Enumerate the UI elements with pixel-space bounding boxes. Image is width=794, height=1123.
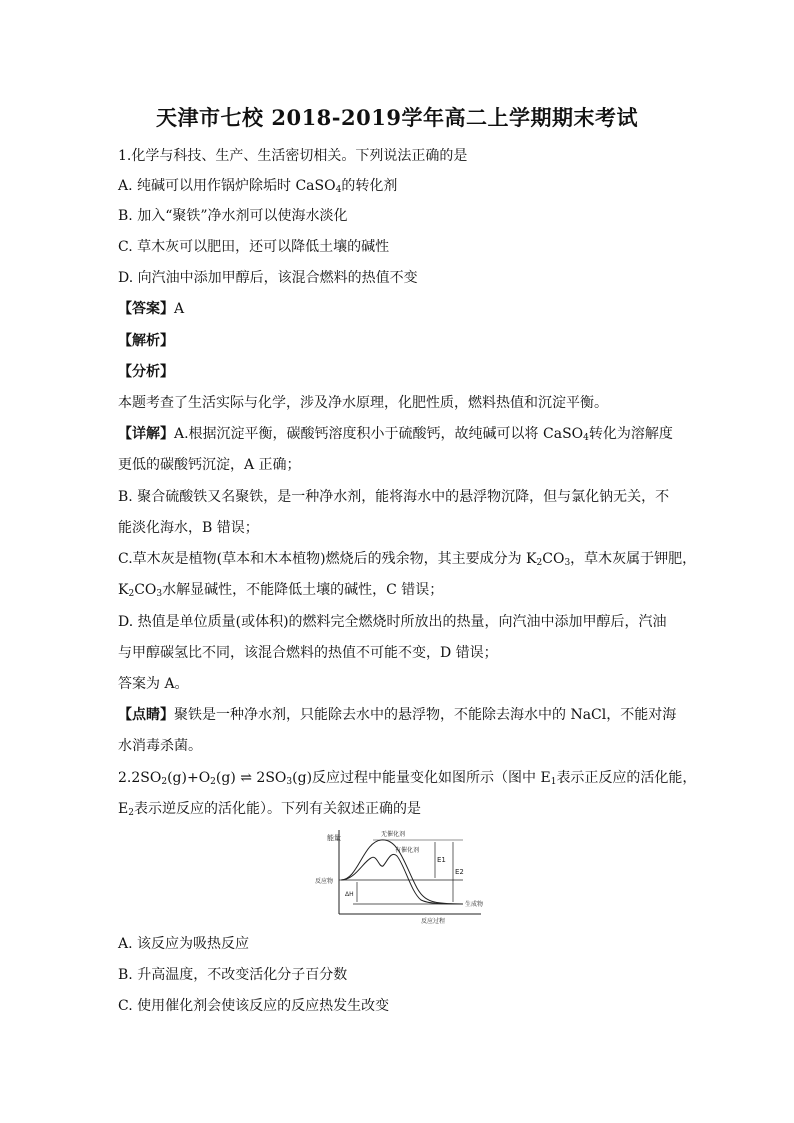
y-axis-label: 能量 (327, 834, 341, 842)
reactant-label: 反应物 (315, 878, 334, 885)
q1-fenxi-text: 本题考查了生活实际与化学，涉及净水原理，化肥性质，燃料热值和沉淀平衡。 (118, 395, 608, 411)
x-axis-label: 反应过程 (421, 918, 446, 925)
e2-label: E2 (455, 868, 464, 876)
q1-detail-a-line1: 【详解】A.根据沉淀平衡，碳酸钙溶度积小于硫酸钙，故纯碱可以将 CaSO$_4$转化为溶解度 (118, 426, 673, 443)
q1-conclusion: 答案为 A。 (118, 676, 189, 692)
q1-option-c: C. 草木灰可以肥田，还可以降低土壤的碱性 (118, 239, 390, 255)
q1-detail-d-line2: 与甲醇碳氢比不同，该混合燃料的热值不可能不变，D 错误； (118, 645, 498, 661)
q1-dianjing-line2: 水消毒杀菌。 (118, 738, 202, 754)
q1-answer: 【答案】A (118, 301, 185, 317)
dh-label: ΔH (345, 891, 354, 898)
q1-fenxi-label: 【分析】 (118, 364, 174, 380)
q1-option-b: B. 加入“聚铁”净水剂可以使海水淡化 (118, 208, 348, 224)
q1-detail-c-line1: C.草木灰是植物(草本和木本植物)燃烧后的残余物，其主要成分为 $K_2CO_3$，草木灰属于钾肥， (118, 551, 697, 568)
q2-option-c: C. 使用催化剂会使该反应的反应热发生改变 (118, 998, 390, 1014)
q1-stem: 1.化学与科技、生产、生活密切相关。下列说法正确的是 (118, 148, 468, 164)
q1-option-a: A. 纯碱可以用作锅炉除垢时 CaSO$_4$的转化剂 (118, 178, 398, 195)
energy-diagram-svg (313, 826, 493, 926)
q1-detail-a-line2: 更低的碳酸钙沉淀，A 正确； (118, 457, 301, 473)
q2-option-b: B. 升高温度，不改变活化分子百分数 (118, 967, 348, 983)
q1-option-d: D. 向汽油中添加甲醇后，该混合燃料的热值不变 (118, 270, 418, 286)
uncatalyzed-label: 无催化剂 (381, 831, 406, 838)
catalyzed-label: 有催化剂 (395, 847, 420, 854)
q2-stem-line1: $2.2SO_2(g)+O_2(g)$ ⇌ $2SO_3(g)$反应过程中能量变化如图所示（图中 $E_1$表示正反应的活化能， (118, 770, 697, 787)
e1-label: E1 (437, 856, 446, 864)
energy-diagram (313, 826, 493, 926)
page-title: 天津市七校 2018-2019学年高二上学期期末考试 (156, 105, 638, 130)
q1-detail-c-line2: $K_2CO_3$水解显碱性，不能降低土壤的碱性，C 错误； (118, 582, 444, 599)
q1-detail-d-line1: D. 热值是单位质量(或体积)的燃料完全燃烧时所放出的热量，向汽油中添加甲醇后，汽油 (118, 614, 667, 630)
q1-dianjing-line1: 【点睛】聚铁是一种净水剂，只能除去水中的悬浮物，不能除去海水中的 NaCl，不能对海 (118, 707, 677, 723)
product-label: 生成物 (465, 901, 484, 908)
q2-option-a: A. 该反应为吸热反应 (118, 936, 250, 952)
q1-analysis-label: 【解析】 (118, 333, 174, 349)
q1-detail-b-line1: B. 聚合硫酸铁又名聚铁，是一种净水剂，能将海水中的悬浮物沉降，但与氯化钠无关，不 (118, 489, 670, 505)
q2-stem-line2: $E_2$表示逆反应的活化能）。下列有关叙述正确的是 (118, 801, 421, 818)
q1-detail-b-line2: 能淡化海水，B 错误； (118, 520, 259, 536)
